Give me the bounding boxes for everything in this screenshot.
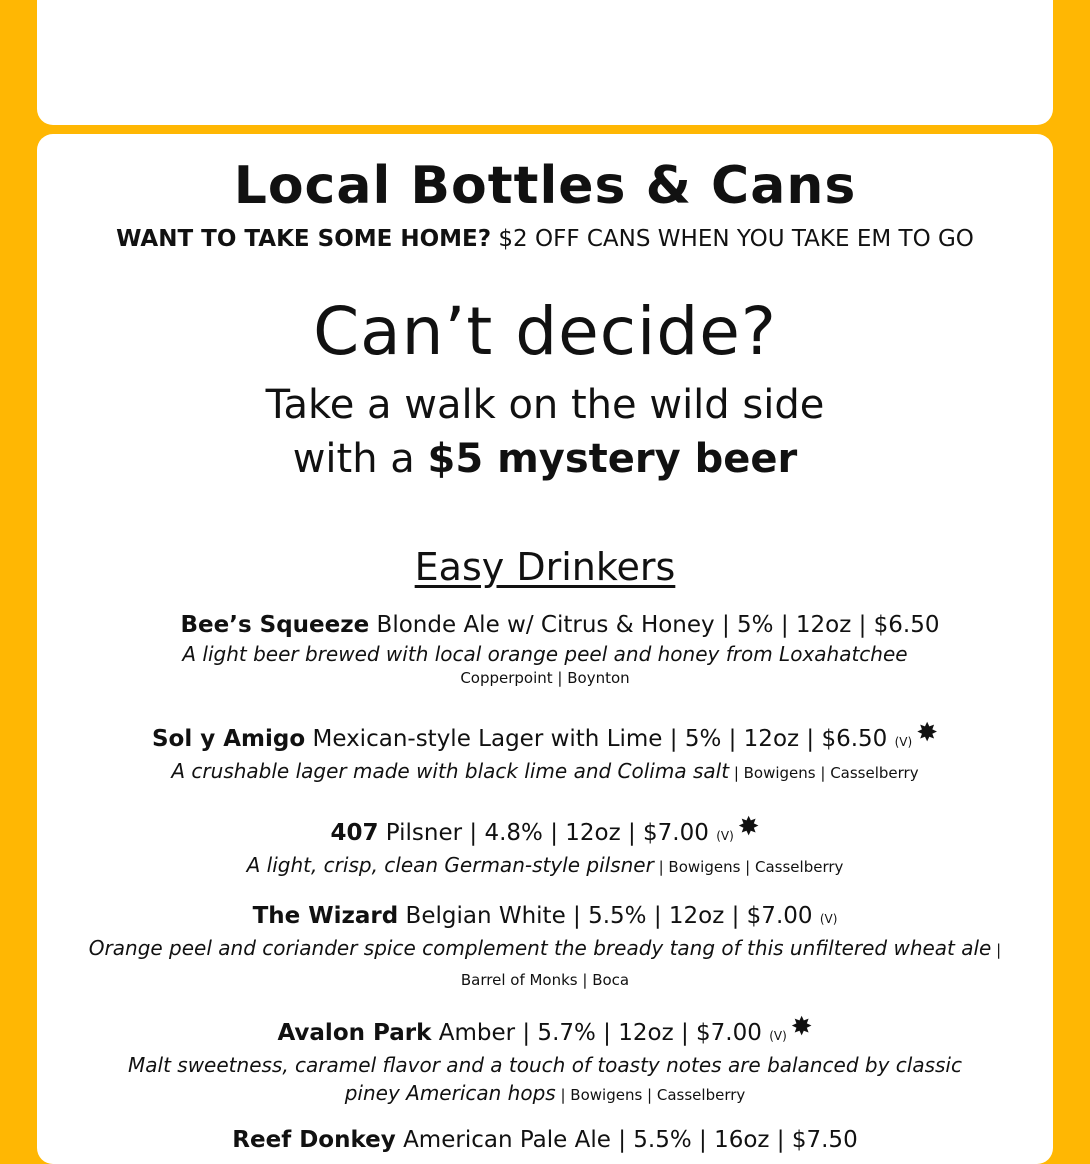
takehome-notice xyxy=(37,224,1053,254)
promo-line2-bold: $5 mystery beer xyxy=(427,436,798,482)
promo-line1: Take a walk on the wild side xyxy=(265,382,825,428)
beer-brewery: | Bowigens | Casselberry xyxy=(555,1086,746,1104)
beer-detail: American Pale Ale | 5.5% | 16oz | $7.50 xyxy=(395,1127,858,1153)
beer-detail: Blonde Ale w/ Citrus & Honey | 5% | 12oz | $6.50 xyxy=(369,612,940,638)
beer-description-line xyxy=(77,1051,1013,1109)
beer-description-line xyxy=(77,934,1013,994)
beer-item xyxy=(77,901,1013,994)
beer-item xyxy=(77,1012,1013,1109)
beer-name: The Wizard xyxy=(252,903,399,929)
takehome-rest: $2 OFF CANS WHEN YOU TAKE EM TO GO xyxy=(491,226,974,252)
beer-brewery: | Barrel of Monks | Boca xyxy=(460,941,1002,989)
easy-drinkers-heading: Easy Drinkers xyxy=(414,545,676,589)
star-icon: ✸ xyxy=(916,718,938,748)
beer-title-line xyxy=(77,610,1013,640)
beer-brewery: | Bowigens | Casselberry xyxy=(653,858,844,876)
local-bottles-card xyxy=(37,134,1053,1164)
vegan-marker: (V) xyxy=(716,829,734,843)
beer-detail: Mexican-style Lager with Lime | 5% | 12oz | $6.50 xyxy=(305,726,895,752)
previous-menu-card xyxy=(37,0,1053,125)
beer-detail: Pilsner | 4.8% | 12oz | $7.00 xyxy=(378,820,717,846)
beer-description: A light, crisp, clean German-style pilsner xyxy=(246,853,654,877)
beer-brewery: Copperpoint | Boynton xyxy=(460,669,630,687)
beer-title-line xyxy=(77,718,1013,757)
section-title: Local Bottles & Cans xyxy=(233,156,857,216)
beer-description-line xyxy=(77,757,1013,787)
vegan-marker: (V) xyxy=(769,1029,787,1043)
beer-name: 407 xyxy=(330,820,379,846)
promo-headline: Can’t decide? xyxy=(313,293,777,370)
star-icon: ✸ xyxy=(737,812,760,842)
beer-title-line xyxy=(77,1012,1013,1051)
beer-title-line xyxy=(77,812,1013,851)
promo-line2 xyxy=(37,432,1053,486)
beer-description: Malt sweetness, caramel flavor and a touch of toasty notes are balanced by classic piney American hops xyxy=(128,1053,962,1105)
beer-name: Bee’s Squeeze xyxy=(180,612,370,638)
beer-name: Reef Donkey xyxy=(232,1127,396,1153)
beer-item xyxy=(77,610,1013,688)
beer-description: Orange peel and coriander spice complement the bready tang of this unfiltered wheat ale xyxy=(88,936,992,960)
beer-brewery: | Bowigens | Casselberry xyxy=(729,764,919,782)
vegan-marker: (V) xyxy=(894,735,913,749)
beer-detail: Amber | 5.7% | 12oz | $7.00 xyxy=(431,1020,770,1046)
beer-name: Sol y Amigo xyxy=(151,726,306,752)
vegan-marker: (V) xyxy=(819,912,838,926)
takehome-bold: WANT TO TAKE SOME HOME? xyxy=(116,226,492,252)
beer-item xyxy=(77,1125,1013,1155)
promo-line2-prefix: with a xyxy=(292,436,428,482)
beer-description: A light beer brewed with local orange peel and honey from Loxahatchee xyxy=(182,642,908,666)
beer-description-line xyxy=(77,851,1013,881)
beer-detail: Belgian White | 5.5% | 12oz | $7.00 xyxy=(398,903,820,929)
beer-title-line xyxy=(77,1125,1013,1155)
beer-item xyxy=(77,718,1013,787)
beer-name: Avalon Park xyxy=(277,1020,432,1046)
beer-description: A crushable lager made with black lime and Colima salt xyxy=(171,759,730,783)
star-icon: ✸ xyxy=(790,1012,813,1042)
beer-title-line xyxy=(77,901,1013,934)
beer-item xyxy=(77,812,1013,881)
